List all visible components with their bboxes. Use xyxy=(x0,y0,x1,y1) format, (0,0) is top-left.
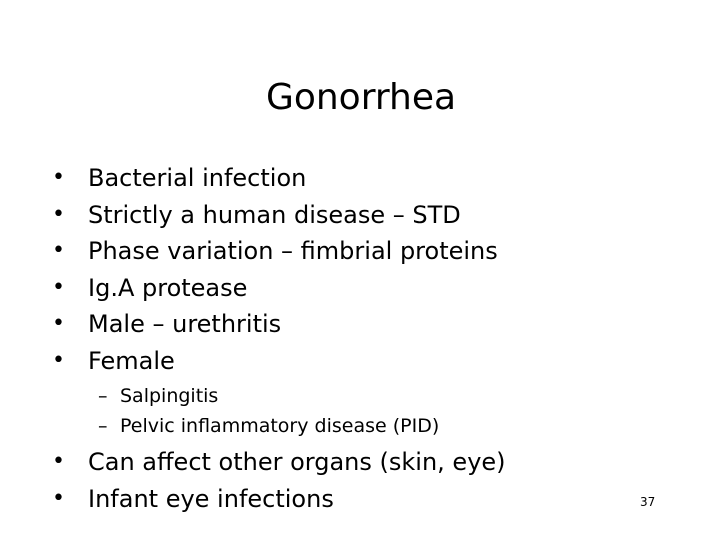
bullet-icon: • xyxy=(52,449,65,474)
bullet-text: Female xyxy=(88,346,175,375)
slide-title xyxy=(0,74,720,122)
dash-icon: – xyxy=(98,385,108,407)
bullet-icon: • xyxy=(52,201,65,227)
dash-icon: – xyxy=(98,415,108,437)
bullet-icon: • xyxy=(52,347,65,373)
page-number: 37 xyxy=(640,495,656,509)
bullet-icon: • xyxy=(52,311,65,337)
bullet-icon: • xyxy=(52,274,65,300)
bullet-text: Strictly a human disease – STD xyxy=(88,200,461,229)
bullet-icon: • xyxy=(52,485,65,511)
bullet-text: Phase variation – fimbrial proteins xyxy=(88,237,498,266)
bullet-icon: • xyxy=(52,238,65,264)
bullet-text: Ig.A protease xyxy=(88,273,248,302)
bullet-icon: • xyxy=(52,165,65,190)
slide-title-text: Gonorrhea xyxy=(265,77,457,118)
bullet-text: Male – urethritis xyxy=(88,310,282,339)
bullet-text: Bacterial infection xyxy=(88,164,307,192)
bullet-text: Can affect other organs (skin, eye) xyxy=(88,448,506,476)
bullet-text: Infant eye infections xyxy=(88,484,334,513)
sub-bullet-text: Pelvic inflammatory disease (PID) xyxy=(120,415,440,437)
sub-bullet-text: Salpingitis xyxy=(120,385,219,407)
